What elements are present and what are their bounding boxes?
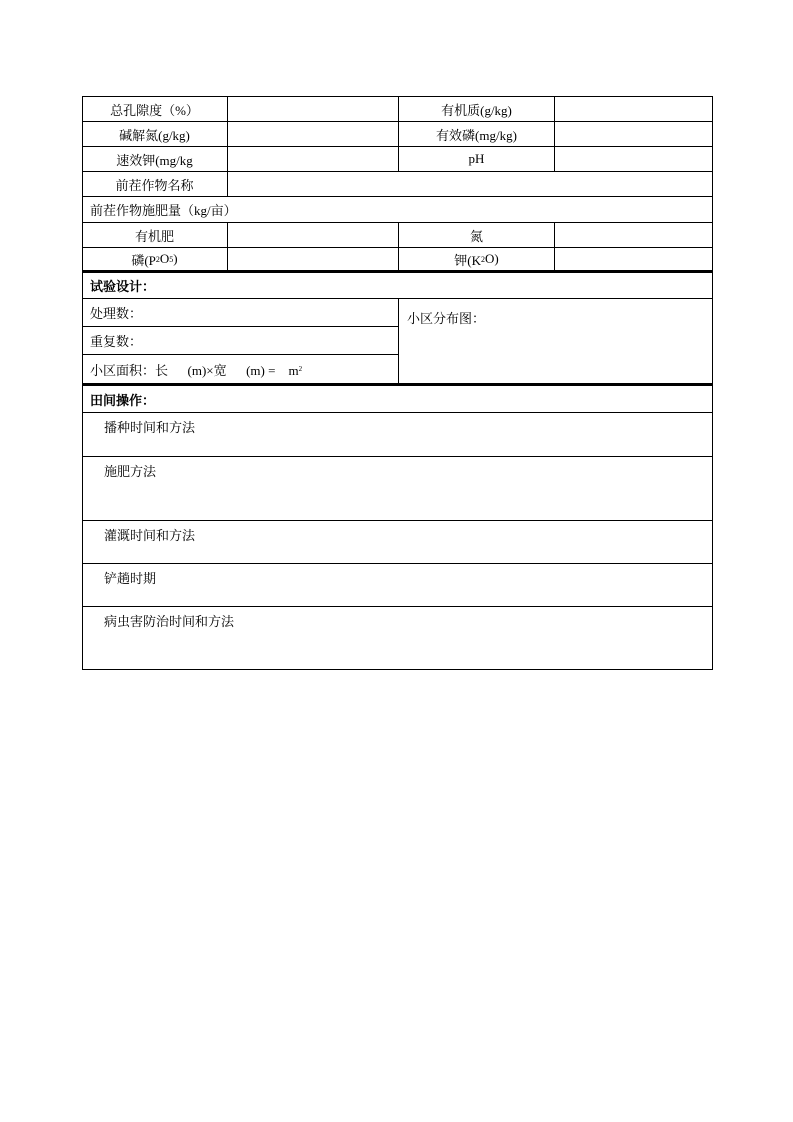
input-total-porosity[interactable]: [228, 97, 398, 121]
label-alkali-nitrogen: 碱解氮(g/kg): [119, 127, 190, 143]
treatments-field[interactable]: 处理数：: [90, 306, 143, 321]
design-title: 试验设计：: [90, 279, 156, 294]
input-available-phosphorus[interactable]: [555, 122, 712, 146]
label-potassium: [399, 248, 554, 270]
input-organic-matter[interactable]: [555, 97, 712, 121]
label-nitrogen: 氮: [469, 228, 483, 244]
input-alkali-nitrogen[interactable]: [228, 122, 398, 146]
phos-prefix: 磷(P: [131, 252, 156, 268]
pot-suffix: O): [485, 251, 499, 266]
label-organic-fertilizer: 有机肥: [134, 228, 174, 244]
label-ph: pH: [468, 151, 485, 166]
phos-suffix: ): [173, 251, 178, 266]
input-nitrogen[interactable]: [555, 223, 712, 247]
input-available-potassium[interactable]: [228, 147, 398, 171]
plot-layout-field[interactable]: 小区分布图：: [407, 311, 486, 326]
pot-prefix: 钾(K: [454, 252, 481, 268]
sowing-field[interactable]: 播种时间和方法: [104, 420, 196, 435]
input-previous-crop-name[interactable]: [228, 172, 712, 196]
irrigation-field[interactable]: 灌溉时间和方法: [104, 528, 196, 543]
phos-sub1: 2: [155, 254, 160, 264]
tillage-field[interactable]: 铲趟时期: [104, 571, 157, 586]
field-operations-title: 田间操作：: [90, 392, 156, 408]
pot-sub: 2: [481, 254, 485, 264]
plot-area-label: 小区面积：长 (m)×宽 (m) = m: [90, 362, 299, 378]
pest-control-field[interactable]: 病虫害防治时间和方法: [104, 614, 235, 629]
replicates-field[interactable]: 重复数：: [90, 334, 143, 349]
input-potassium[interactable]: [555, 248, 712, 270]
plot-area-sup: 2: [298, 365, 303, 373]
label-previous-crop-name: 前茬作物名称: [115, 177, 194, 193]
fertilization-field[interactable]: 施肥方法: [104, 464, 157, 479]
label-phosphorus: [82, 248, 227, 270]
label-previous-fertilizer: 前茬作物施肥量（kg/亩）: [90, 203, 237, 218]
label-available-phosphorus: 有效磷(mg/kg): [436, 127, 517, 143]
input-phosphorus[interactable]: [228, 248, 398, 270]
label-total-porosity: 总孔隙度（%）: [110, 102, 199, 118]
label-available-potassium: 速效钾(mg/kg: [116, 152, 193, 168]
input-ph[interactable]: [555, 147, 712, 171]
phos-mid: O: [159, 251, 170, 266]
label-organic-matter: 有机质(g/kg): [441, 102, 512, 118]
plot-area-field[interactable]: [82, 355, 398, 383]
input-organic-fertilizer[interactable]: [228, 223, 398, 247]
phos-sub2: 5: [169, 254, 174, 264]
